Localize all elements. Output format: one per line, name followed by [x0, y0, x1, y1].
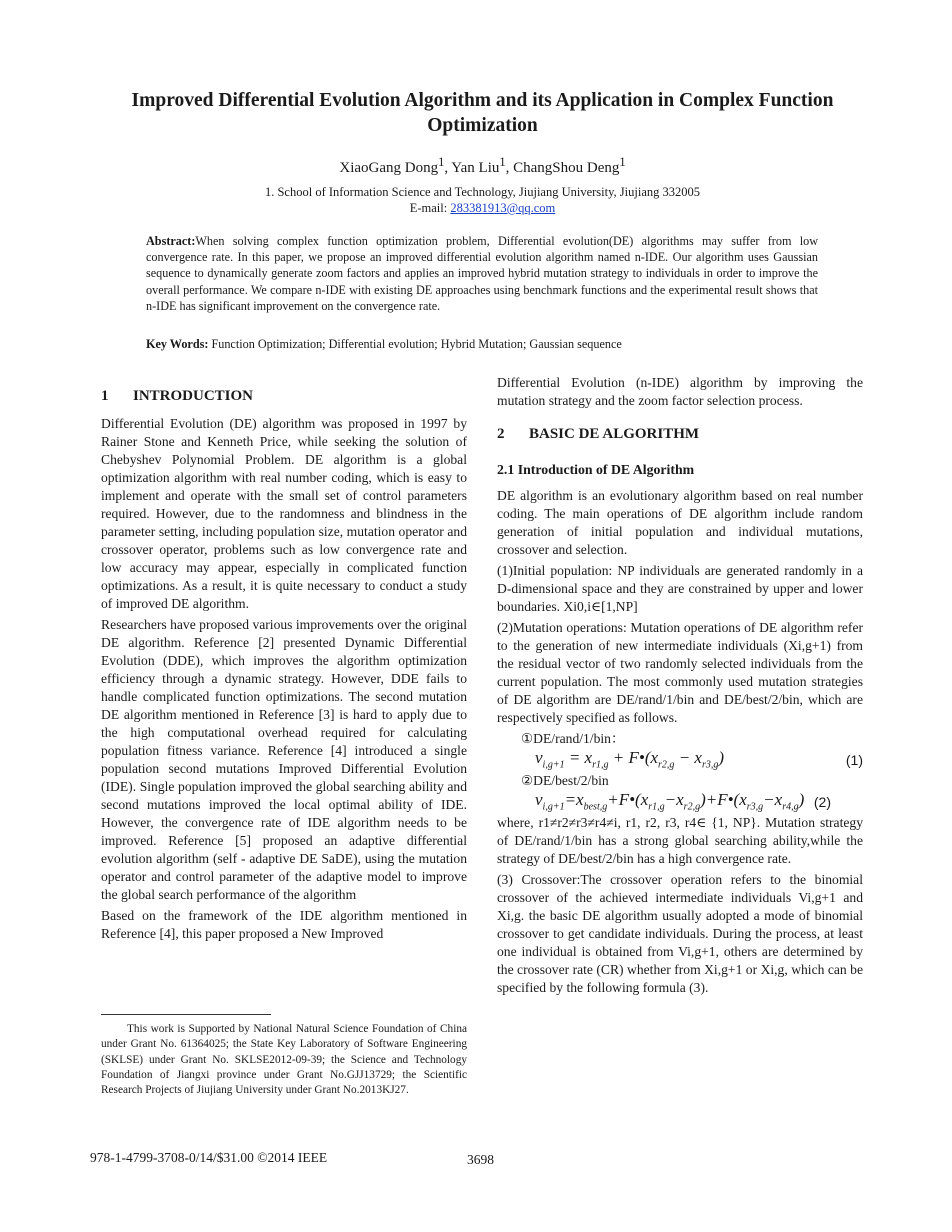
paragraph: where, r1≠r2≠r3≠r4≠i, r1, r2, r3, r4∈ {1, NP}. Mutation strategy of DE/rand/1/bin has a strong global searching ability,while the strategy of DE/best/2/bin has a high convergence rate.	[497, 815, 863, 866]
email-label: E-mail:	[409, 201, 451, 215]
abstract	[146, 233, 818, 314]
author-name: Yan Liu	[451, 160, 500, 176]
affiliation-block	[100, 184, 865, 216]
paper-title: Improved Differential Evolution Algorithm and its Application in Complex Function Optimization	[131, 90, 834, 136]
abstract-text: When solving complex function optimization problem, Differential evolution(DE) algorithms may suffer from low convergence rate. In this paper, we propose an improved differential evolution algorithm named n-IDE. Our algorithm uses Gaussian sequence to dynamically generate zoom factors and applies an improved hybrid mutation strategy to individuals in order to improve the overall performance. We compare n-IDE with existing DE approaches using benchmark functions and the experimental result shows that n-IDE has significant improvement on the convergence rate.	[146, 234, 818, 313]
author-name: ChangShou Deng	[513, 160, 620, 176]
author-affiliation-mark: 1	[619, 155, 626, 169]
left-column	[101, 387, 467, 946]
author-affiliation-mark: 1	[499, 155, 506, 169]
paragraph: Based on the framework of the IDE algorithm mentioned in Reference [4], this paper proposed a New Improved	[101, 908, 467, 941]
equation-number: (1)	[845, 752, 863, 768]
section-number: 1	[101, 388, 109, 404]
paragraph: DE algorithm is an evolutionary algorithm based on real number coding. The main operations of DE algorithm include random generation of initial population and individual mutations, crossover and selection.	[497, 488, 863, 557]
author-list: XiaoGang Dong$^1$, Yan Liu$^1$, ChangShou Deng$^1$	[339, 155, 626, 176]
paragraph: (1)Initial population: NP individuals are generated randomly in a D-dimensional space and they are constrained by upper and lower boundaries. Xi0,i∈[1,NP]	[497, 563, 863, 614]
paragraph: Differential Evolution (DE) algorithm was proposed in 1997 by Rainer Stone and Kenneth Price, while seeking the solution of Chebyshev Polynomial Problem. DE algorithm is a global optimization algorithm with real number coding, which is easy to implement and operate with the small set of control parameters required. However, due to the randomness and blindness in the parameter setting, including population size, mutation operator and crossover operator, problems such as low convergence rate and low accuracy may appear, especially in complicated function optimizations. As a result, it is quite necessary to conduct a study of improved DE algorithm.	[101, 416, 467, 611]
paragraph: (3) Crossover:The crossover operation refers to the binomial crossover of the achieved intermediate individuals Vi,g+1 and Xi,g. the basic DE algorithm usually adopted a mode of binomial crossover to get candidate individuals. During the process, at least one individual is obtained from Vi,g+1, others are determined by the crossover rate (CR) whether from Xi,g+1 or Xi,g, which can be specified by the following formula (3).	[497, 872, 863, 995]
abstract-label: Abstract:	[146, 234, 196, 248]
formula-label: ②DE/best/2/bin	[521, 773, 609, 788]
equation-number: (2)	[813, 794, 831, 810]
equation-1	[497, 748, 863, 772]
equation-2	[497, 790, 863, 814]
footnote: This work is Supported by National Natural Science Foundation of China under Grant No. 61364025; the State Key Laboratory of Software Engineering (SKLSE) under Grant No. SKLSE2012-09-39; the Science and Technology Foundation of Jiangxi province under Grant No.GJJ13729; the Scientific Research Projects of Jiujiang University under Grant No.2013KJ27.	[101, 1023, 467, 1097]
paragraph: Researchers have proposed various improvements over the original DE algorithm. Reference [2] presented Dynamic Differential Evolution (DDE), which improves the algorithm optimization efficiency through a dynamic strategy. However, DDE fails to handle complicated function optimizations. The second mutation DE algorithm mentioned in Reference [3] is hard to apply due to the high computational overhead required for calculating population fitness variance. Reference [4] introduced a single population second mutations Improved Differential Evolution (IDE). Single population improved the global searching ability and second mutations improved the local optimal ability of IDE. However, the convergence rate of IDE algorithm needs to be improved. Reference [5] proposed an adaptive differential evolution algorithm (self - adaptive DE SaDE), using the mutation operator and control parameter of the adaptive model to improve the global search performance of the algorithm	[101, 617, 467, 902]
keywords-text: Function Optimization; Differential evolution; Hybrid Mutation; Gaussian sequence	[211, 337, 622, 351]
section-title: INTRODUCTION	[133, 388, 254, 404]
keywords-label: Key Words:	[146, 337, 209, 351]
paragraph: Differential Evolution (n-IDE) algorithm by improving the mutation strategy and the zoom factor selection process.	[497, 375, 863, 408]
formula-label: ①DE/rand/1/bin：	[521, 731, 625, 746]
author-name: XiaoGang Dong	[339, 160, 439, 176]
section-heading	[101, 387, 467, 405]
section-title: BASIC DE ALGORITHM	[529, 426, 700, 442]
section-number: 2	[497, 426, 505, 442]
footer-isbn: 978-1-4799-3708-0/14/$31.00 ©2014 IEEE	[90, 1150, 328, 1165]
right-column	[497, 374, 863, 1000]
page-number: 3698	[467, 1152, 494, 1167]
footnote-divider	[101, 1014, 271, 1015]
equation-2-expression: $v_{i,g+1}=x_{best,g}+F•(x_{r1,g}-x_{r2,g})+F•(x_{r3,g}-x_{r4,g})$	[535, 790, 805, 813]
keywords	[146, 336, 818, 352]
paragraph: (2)Mutation operations: Mutation operations of DE algorithm refer to the generation of new intermediate individuals (Xi,g+1) from the residual vector of two randomly selected individuals from the current population. The most commonly used mutation strategies of DE algorithm are DE/rand/1/bin and DE/best/2/bin, which are respectively specified as follows.	[497, 620, 863, 725]
email-line	[100, 200, 865, 216]
author-affiliation-mark: 1	[438, 155, 445, 169]
email-link[interactable]: 283381913@qq.com	[450, 201, 556, 215]
section-heading	[497, 425, 863, 443]
subsection-heading: 2.1 Introduction of DE Algorithm	[497, 462, 695, 477]
affiliation: 1. School of Information Science and Technology, Jiujiang University, Jiujiang 332005	[264, 185, 701, 199]
equation-1-expression: $v_{i,g+1} = x_{r1,g}$ + $F•(x_{r2,g} - x_{r3,g})$	[535, 748, 725, 771]
